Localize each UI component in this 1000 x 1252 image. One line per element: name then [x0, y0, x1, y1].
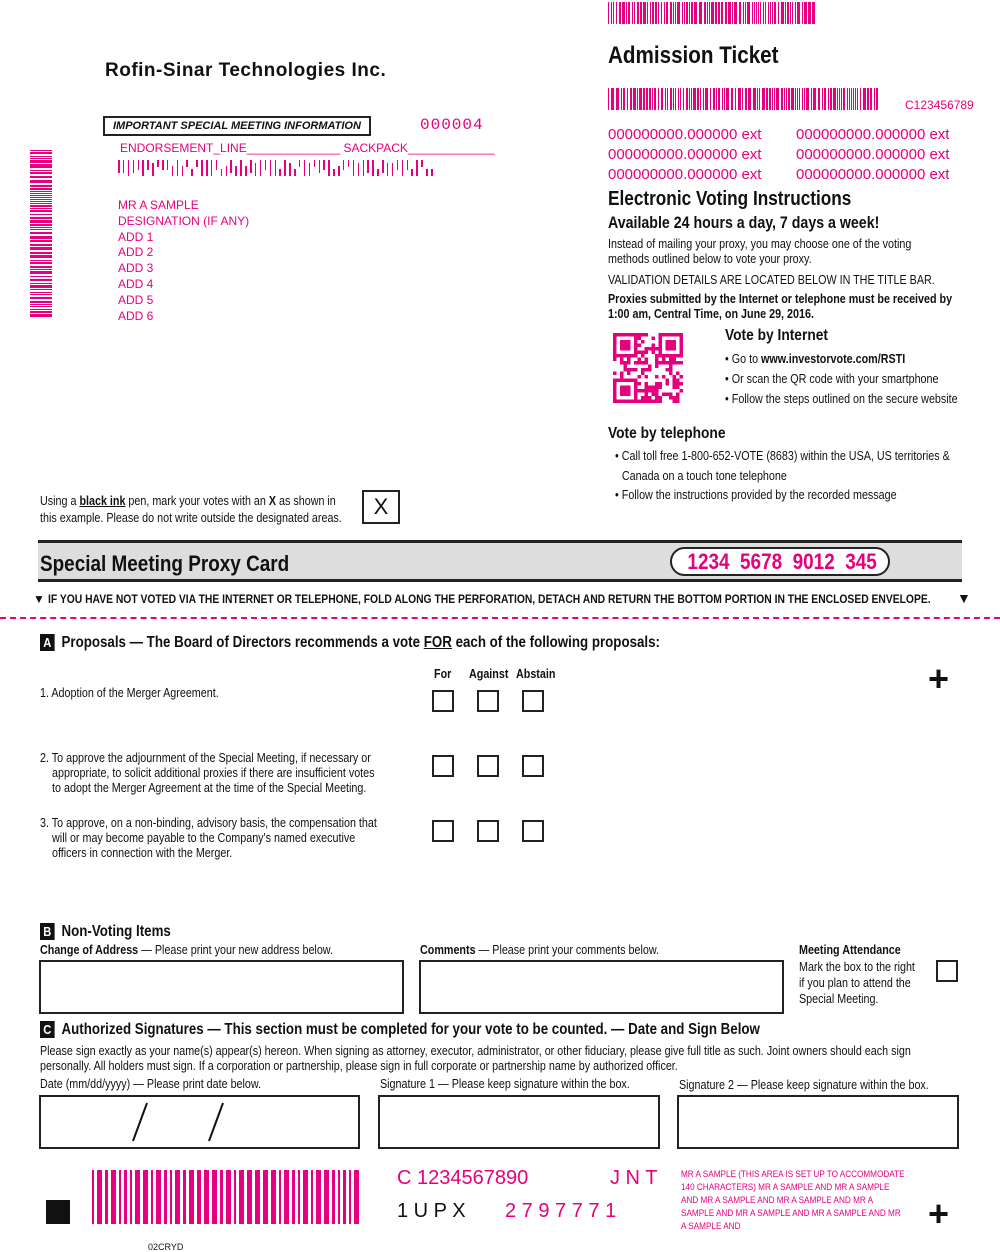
phone-bullets: [615, 447, 950, 506]
text: FOR: [423, 634, 452, 651]
address-line: ADD 3: [118, 261, 154, 276]
proposal-2-for-checkbox[interactable]: [432, 755, 454, 777]
section-b-header: [40, 923, 171, 941]
footer-number: 2 7 9 7 7 7 1: [505, 1200, 617, 1222]
proposal-1: 1. Adoption of the Merger Agreement.: [40, 686, 219, 700]
bullet-text: • Or scan the QR code with your smartphone: [725, 372, 939, 386]
address-line: ADD 4: [118, 276, 154, 291]
important-label: IMPORTANT SPECIAL MEETING INFORMATION: [103, 116, 371, 136]
signature2-label: Signature 2 — Please keep signature within the box.: [679, 1078, 929, 1092]
section-letter: B: [40, 923, 55, 940]
proposal-3-for-checkbox[interactable]: [432, 820, 454, 842]
text: Proposals — The Board of Directors recommends a vote: [61, 634, 424, 651]
evi-p2: VALIDATION DETAILS ARE LOCATED BELOW IN THE TITLE BAR.: [608, 273, 935, 287]
ext-line: 000000000.000000 ext: [796, 166, 950, 183]
address-line: ADD 2: [118, 245, 154, 260]
signature-instructions: Please sign exactly as your name(s) appear(s) hereon. When signing as attorney, executor, administrator, or other fiduciary, please give full title as such. Joint owners should each sign personally. All holders must sign. If a corporation or partnership, please sign in full corporate or partnership name by authorized officer.: [40, 1044, 911, 1073]
footer-upx: 1 U P X: [397, 1200, 466, 1222]
bullet-text: • Call toll free 1-800-652-VOTE (8683) within the USA, US territories &: [615, 449, 950, 463]
address-input[interactable]: [39, 960, 404, 1014]
text: — Please print your new address below.: [138, 943, 333, 957]
postal-barcode: [118, 160, 438, 176]
text: black ink: [79, 494, 126, 508]
date-separator-slashes: [41, 1097, 358, 1147]
qr-code-icon[interactable]: [613, 333, 683, 403]
attendance-label: Meeting Attendance: [799, 943, 901, 957]
plus-icon: +: [928, 658, 950, 699]
fold-instruction: ▼ IF YOU HAVE NOT VOTED VIA THE INTERNET OR TELEPHONE, FOLD ALONG THE PERFORATION, DETACH AND RETURN THE BOTTOM PORTION IN THE ENCLOSED ENVELOPE.: [33, 592, 931, 606]
down-triangle-icon: ▼: [957, 590, 971, 606]
ext-line: 000000000.000000 ext: [608, 126, 762, 143]
address-line: ADD 5: [118, 292, 154, 307]
form-code: 02CRYD: [148, 1242, 184, 1252]
section-a-header: [40, 634, 660, 652]
perforation-line: [0, 617, 1000, 619]
evi-title: Electronic Voting Instructions: [608, 188, 852, 210]
bullet-text: • Go to: [725, 352, 762, 366]
side-barcode: [30, 150, 52, 318]
ext-line: 000000000.000000 ext: [608, 146, 762, 163]
text: as shown in this example. Please do not write outside the designated areas.: [40, 494, 342, 525]
proposal-3-against-checkbox[interactable]: [477, 820, 499, 842]
text: Change of Address: [40, 943, 139, 957]
fold-text: IF YOU HAVE NOT VOTED VIA THE INTERNET OR TELEPHONE, FOLD ALONG THE PERFORATION, DETACH AND RETURN THE BOTTOM PORTION IN THE ENCLOSED ENVELOPE.: [48, 592, 931, 606]
ticket-code: C123456789: [905, 98, 974, 112]
vote-url-link[interactable]: www.investorvote.com/RSTI: [761, 352, 906, 366]
attendance-text: Mark the box to the right if you plan to attend the Special Meeting.: [799, 960, 915, 1006]
ext-line: 000000000.000000 ext: [796, 146, 950, 163]
address-line: ADD 6: [118, 308, 154, 323]
signature1-input[interactable]: [378, 1095, 660, 1149]
footer-sample-text: MR A SAMPLE (THIS AREA IS SET UP TO ACCOMMODATE 140 CHARACTERS) MR A SAMPLE AND MR A SAMPLE AND MR A SAMPLE AND MR A SAMPLE AND MR A SAMPLE AND MR A SAMPLE AND MR A SAMPLE AND MR A SAMPLE AND: [681, 1169, 905, 1232]
address-line: ADD 1: [118, 229, 154, 244]
text: pen, mark your votes with an: [125, 494, 269, 508]
proposal-3-abstain-checkbox[interactable]: [522, 820, 544, 842]
ticket-barcode-top: [608, 2, 834, 24]
registration-mark: [46, 1200, 70, 1224]
proposal-2-abstain-checkbox[interactable]: [522, 755, 544, 777]
phone-title: Vote by telephone: [608, 425, 726, 442]
text: Authorized Signatures — This section must be completed for your vote to be counted. — Date and Sign Below: [61, 1021, 760, 1038]
signature2-input[interactable]: [677, 1095, 959, 1149]
control-number: [670, 547, 890, 576]
proposal-1-for-checkbox[interactable]: [432, 690, 454, 712]
proposal-2-against-checkbox[interactable]: [477, 755, 499, 777]
example-mark-box: X: [362, 490, 400, 524]
proposal-3: 3. To approve, on a non-binding, advisory basis, the compensation that will or may become payable to the Company's named executive officers in connection with the Merger.: [40, 816, 377, 860]
title-bar: [38, 540, 962, 582]
evi-subtitle: Available 24 hours a day, 7 days a week!: [608, 214, 880, 232]
col-against: Against: [469, 667, 509, 681]
evi-p1: Instead of mailing your proxy, you may choose one of the voting methods outlined below to vote your proxy.: [608, 237, 912, 266]
plus-icon: +: [928, 1193, 950, 1234]
sequence-number: 000004: [420, 116, 484, 134]
comments-label: [420, 943, 659, 957]
address-line: DESIGNATION (IF ANY): [118, 213, 250, 228]
date-label: Date (mm/dd/yyyy) — Please print date below.: [40, 1077, 262, 1091]
text: Comments: [420, 943, 476, 957]
internet-bullets: [725, 349, 958, 409]
section-letter: A: [40, 634, 55, 651]
endorsement-line: ENDORSEMENT_LINE______________ SACKPACK_____________: [120, 141, 495, 155]
control-number-text: 1234 5678 9012 345: [687, 549, 877, 574]
address-label: [40, 943, 333, 957]
text: X: [268, 494, 277, 508]
bullet-text: • Follow the steps outlined on the secure website: [725, 392, 958, 406]
text: Using a: [40, 494, 80, 508]
card-title: Special Meeting Proxy Card: [40, 551, 290, 576]
footer-c-number: C 1234567890: [397, 1167, 529, 1189]
attendance-checkbox[interactable]: [936, 960, 958, 982]
proposal-1-abstain-checkbox[interactable]: [522, 690, 544, 712]
col-abstain: Abstain: [516, 667, 556, 681]
address-line: MR A SAMPLE: [118, 198, 199, 212]
signature1-label: Signature 1 — Please keep signature within the box.: [380, 1077, 630, 1091]
footer-jnt: J N T: [610, 1167, 658, 1189]
text: Non-Voting Items: [61, 923, 171, 940]
ext-line: 000000000.000000 ext: [796, 126, 950, 143]
ticket-barcode: [608, 88, 890, 110]
ext-lines: [608, 125, 996, 185]
comments-input[interactable]: [419, 960, 784, 1014]
company-name: Rofin-Sinar Technologies Inc.: [105, 60, 387, 81]
proposal-2: 2. To approve the adjournment of the Special Meeting, if necessary or appropriate, to solicit additional proxies if there are insufficient votes to adopt the Merger Agreement at the time of the Special Meeting.: [40, 751, 375, 795]
bullet-text: Canada on a touch tone telephone: [621, 468, 787, 483]
ticket-title: Admission Ticket: [608, 42, 779, 69]
internet-title: Vote by Internet: [725, 327, 828, 344]
section-letter: C: [40, 1021, 55, 1038]
text: each of the following proposals:: [451, 634, 660, 651]
evi-p3: Proxies submitted by the Internet or telephone must be received by 1:00 am, Central Time, on June 29, 2016.: [608, 292, 953, 321]
text: — Please print your comments below.: [475, 943, 659, 957]
footer-barcode: [92, 1170, 362, 1224]
col-for: For: [434, 667, 452, 681]
section-c-header: [40, 1021, 760, 1039]
proposal-1-against-checkbox[interactable]: [477, 690, 499, 712]
date-input[interactable]: [39, 1095, 360, 1149]
bullet-text: • Follow the instructions provided by the recorded message: [615, 488, 897, 502]
ink-instructions: [40, 493, 350, 527]
ext-line: 000000000.000000 ext: [608, 166, 762, 183]
mailing-address: [118, 198, 249, 324]
